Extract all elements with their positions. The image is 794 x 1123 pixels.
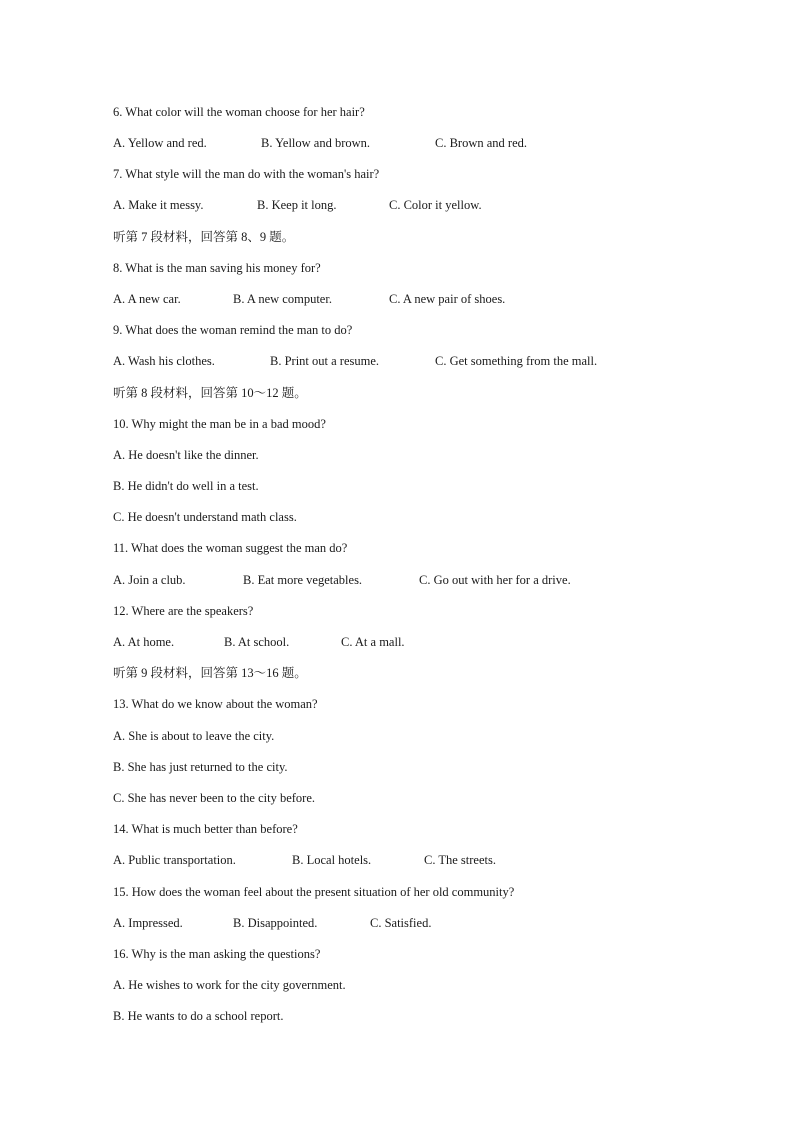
option-b: B. Keep it long. bbox=[257, 198, 337, 212]
option-a: A. Make it messy. bbox=[113, 198, 204, 212]
option-b: B. Eat more vegetables. bbox=[243, 573, 363, 587]
option-c: C. Get something from the mall. bbox=[435, 354, 598, 368]
option-c: C. Go out with her for a drive. bbox=[419, 573, 571, 587]
option-a: A. Public transportation. bbox=[113, 853, 236, 867]
question-8: 8. What is the man saving his money for? bbox=[113, 261, 321, 275]
option-a: A. She is about to leave the city. bbox=[113, 729, 275, 743]
option-a: A. Impressed. bbox=[113, 916, 183, 930]
option-b: B. A new computer. bbox=[233, 292, 332, 306]
option-c: C. Satisfied. bbox=[370, 916, 432, 930]
option-b: B. At school. bbox=[224, 635, 290, 649]
option-c: C. At a mall. bbox=[341, 635, 405, 649]
option-c: C. She has never been to the city before. bbox=[113, 791, 316, 805]
question-15: 15. How does the woman feel about the present situation of her old community? bbox=[113, 885, 515, 899]
option-c: C. Brown and red. bbox=[435, 136, 527, 150]
option-b: B. Yellow and brown. bbox=[261, 136, 371, 150]
option-a: A. He wishes to work for the city government. bbox=[113, 978, 346, 992]
option-c: C. He doesn't understand math class. bbox=[113, 510, 297, 524]
question-11: 11. What does the woman suggest the man do? bbox=[113, 541, 348, 555]
option-b: B. He wants to do a school report. bbox=[113, 1009, 284, 1023]
option-c: C. The streets. bbox=[424, 853, 496, 867]
question-16: 16. Why is the man asking the questions? bbox=[113, 947, 321, 961]
option-c: C. A new pair of shoes. bbox=[389, 292, 506, 306]
option-b: B. Local hotels. bbox=[292, 853, 372, 867]
option-a: A. He doesn't like the dinner. bbox=[113, 448, 259, 462]
option-a: A. A new car. bbox=[113, 292, 181, 306]
option-a: A. Yellow and red. bbox=[113, 136, 207, 150]
option-b: B. She has just returned to the city. bbox=[113, 760, 288, 774]
question-14: 14. What is much better than before? bbox=[113, 822, 298, 836]
question-7: 7. What style will the man do with the woman's hair? bbox=[113, 167, 380, 181]
section-heading-7: 听第 7 段材料，回答第 8、9 题。 bbox=[113, 230, 295, 244]
option-b: B. Print out a resume. bbox=[270, 354, 380, 368]
question-13: 13. What do we know about the woman? bbox=[113, 697, 318, 711]
question-12: 12. Where are the speakers? bbox=[113, 604, 254, 618]
option-a: A. Join a club. bbox=[113, 573, 186, 587]
section-heading-9: 听第 9 段材料，回答第 13～16 题。 bbox=[113, 666, 307, 680]
option-a: A. Wash his clothes. bbox=[113, 354, 215, 368]
option-b: B. He didn't do well in a test. bbox=[113, 479, 259, 493]
option-c: C. Color it yellow. bbox=[389, 198, 482, 212]
option-b: B. Disappointed. bbox=[233, 916, 318, 930]
question-10: 10. Why might the man be in a bad mood? bbox=[113, 417, 326, 431]
option-a: A. At home. bbox=[113, 635, 175, 649]
question-6: 6. What color will the woman choose for her hair? bbox=[113, 105, 365, 119]
section-heading-8: 听第 8 段材料，回答第 10～12 题。 bbox=[113, 386, 307, 400]
question-9: 9. What does the woman remind the man to do? bbox=[113, 323, 353, 337]
